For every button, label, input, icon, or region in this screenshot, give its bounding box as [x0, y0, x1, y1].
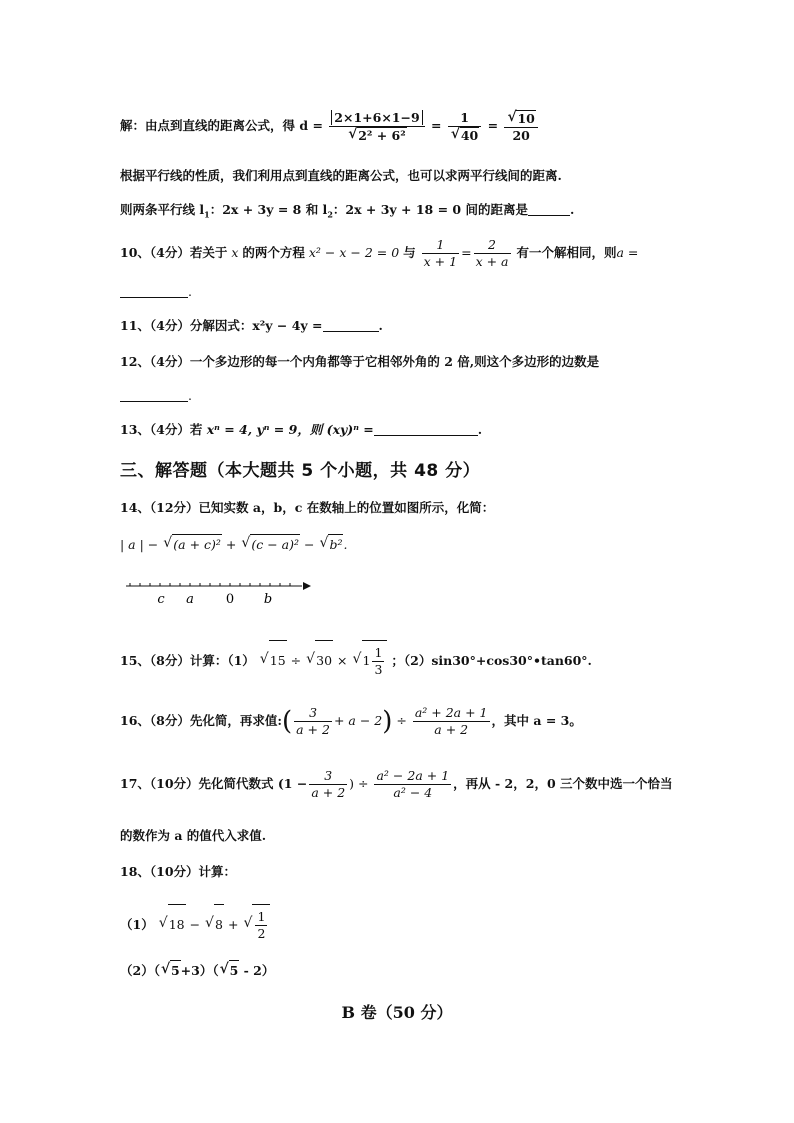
fraction-3-over-a-plus-2: $\frac{3}{a + 2}$: [311, 768, 346, 800]
question-10-answer-line: .: [120, 282, 192, 302]
distance-fraction: [329, 110, 424, 144]
abs-expression: 2×1+6×1−9: [331, 110, 422, 125]
question-11: 11、（4分）分解因式：x²y − 4y = .: [120, 318, 383, 333]
section-b-title: B 卷（50 分）: [341, 1003, 453, 1022]
answer-blank[interactable]: [374, 421, 478, 436]
fraction-3-over-a-plus-2: $\frac{3}{a + 2}$: [296, 705, 330, 737]
axis-label-c: c: [157, 592, 165, 607]
question-17: 17、（10分）先化简代数式 (1 − $\frac{3}{a + 2}$ ) ÷ $\frac{\text{a² − 2a + 1}}{\text{a² − 4}}$ ，再从 - 2，2，0 三个数中选一个恰当: [120, 768, 673, 800]
question-18-part1: （1） √ 18 − √ 8 + √ $\frac{1}{2}$: [120, 904, 270, 945]
question-12-answer-line: .: [120, 386, 192, 406]
answer-blank[interactable]: [528, 201, 570, 216]
solution-prefix: 解：由点到直线的距离公式，得 d =: [120, 118, 323, 133]
fraction-root10-over-20: √ $\frac{10}{20}$: [504, 110, 537, 144]
question-15: 15、（8分）计算：（1） √ 15 ÷ √ 30 × √ 1 $\frac{1}{3}$ ；（2）sin30°+cos30°•tan60°.: [120, 640, 592, 681]
solution-line: 解：由点到直线的距离公式，得 d = 2×1+6×1−9 √ 2² + 6² = 1 √ 40 = √ $\frac{10}{20}$: [120, 104, 540, 148]
fraction-one-over-root40: 1 √ 40: [448, 110, 481, 144]
answer-blank[interactable]: [323, 317, 379, 332]
question-16: 16、（8分）先化简，再求值:( $\frac{3}{a + 2}$ + a − 2) ÷ $\frac{\text{a² + 2a + 1}}{a + 2}$ ，其中 a = 3。: [120, 705, 582, 737]
den-radical: 2² + 6²: [358, 127, 406, 143]
paragraph-parallel-lines: 根据平行线的性质，我们利用点到直线的距离公式，也可以求两平行线间的距离.: [120, 168, 562, 183]
question-17-line2: 的数作为 a 的值代入求值.: [120, 828, 267, 843]
question-13: 13、（4分）若 xⁿ = 4, yⁿ = 9，则 (xy)ⁿ = .: [120, 422, 483, 437]
answer-blank[interactable]: [120, 387, 188, 402]
number-line-arrow: [303, 582, 311, 590]
axis-label-zero: 0: [225, 592, 235, 607]
question-18: 18、（10分）计算：: [120, 864, 237, 879]
question-14-expression: | a | − √ (a + c)² + √ (c − a)² − √ b².: [120, 534, 347, 555]
fraction-a2-2a-1-over-a-plus-2: $\frac{\text{a² + 2a + 1}}{a + 2}$: [414, 705, 488, 737]
fraction-2-over-x-plus-a: $\frac{2}{x + a}$: [475, 237, 509, 269]
question-18-part2: （2）（√ 5+3）（√ 5 - 2）: [120, 960, 274, 981]
question-10: 10、（4分）若关于 x 的两个方程 x² − x − 2 = 0 与 $\frac{1}{x + 1}$ = $\frac{2}{x + a}$ 有一个解相同，则a =: [120, 237, 639, 269]
axis-label-a: a: [186, 592, 194, 607]
axis-label-b: b: [263, 592, 273, 607]
section-title: 三、解答题（本大题共 5 个小题，共 48 分）: [120, 461, 481, 481]
paragraph-two-lines: 则两条平行线 $l_1$：2x + 3y = 8 和 $l_2$：2x + 3y + 18 = 0 间的距离是 .: [120, 202, 575, 220]
question-12: 12、（4分）一个多边形的每一个内角都等于它相邻外角的 2 倍,则这个多边形的边数是: [120, 354, 600, 369]
fraction-1-over-x-plus-1: $\frac{1}{x + 1}$: [423, 237, 458, 269]
fraction-a2-2a-1-over-a2-4: $\frac{\text{a² − 2a + 1}}{\text{a² − 4}}$: [376, 768, 450, 800]
number-line: [120, 576, 320, 610]
question-14: 14、（12分）已知实数 a，b，c 在数轴上的位置如图所示，化简：: [120, 500, 495, 515]
answer-blank[interactable]: [120, 283, 188, 298]
